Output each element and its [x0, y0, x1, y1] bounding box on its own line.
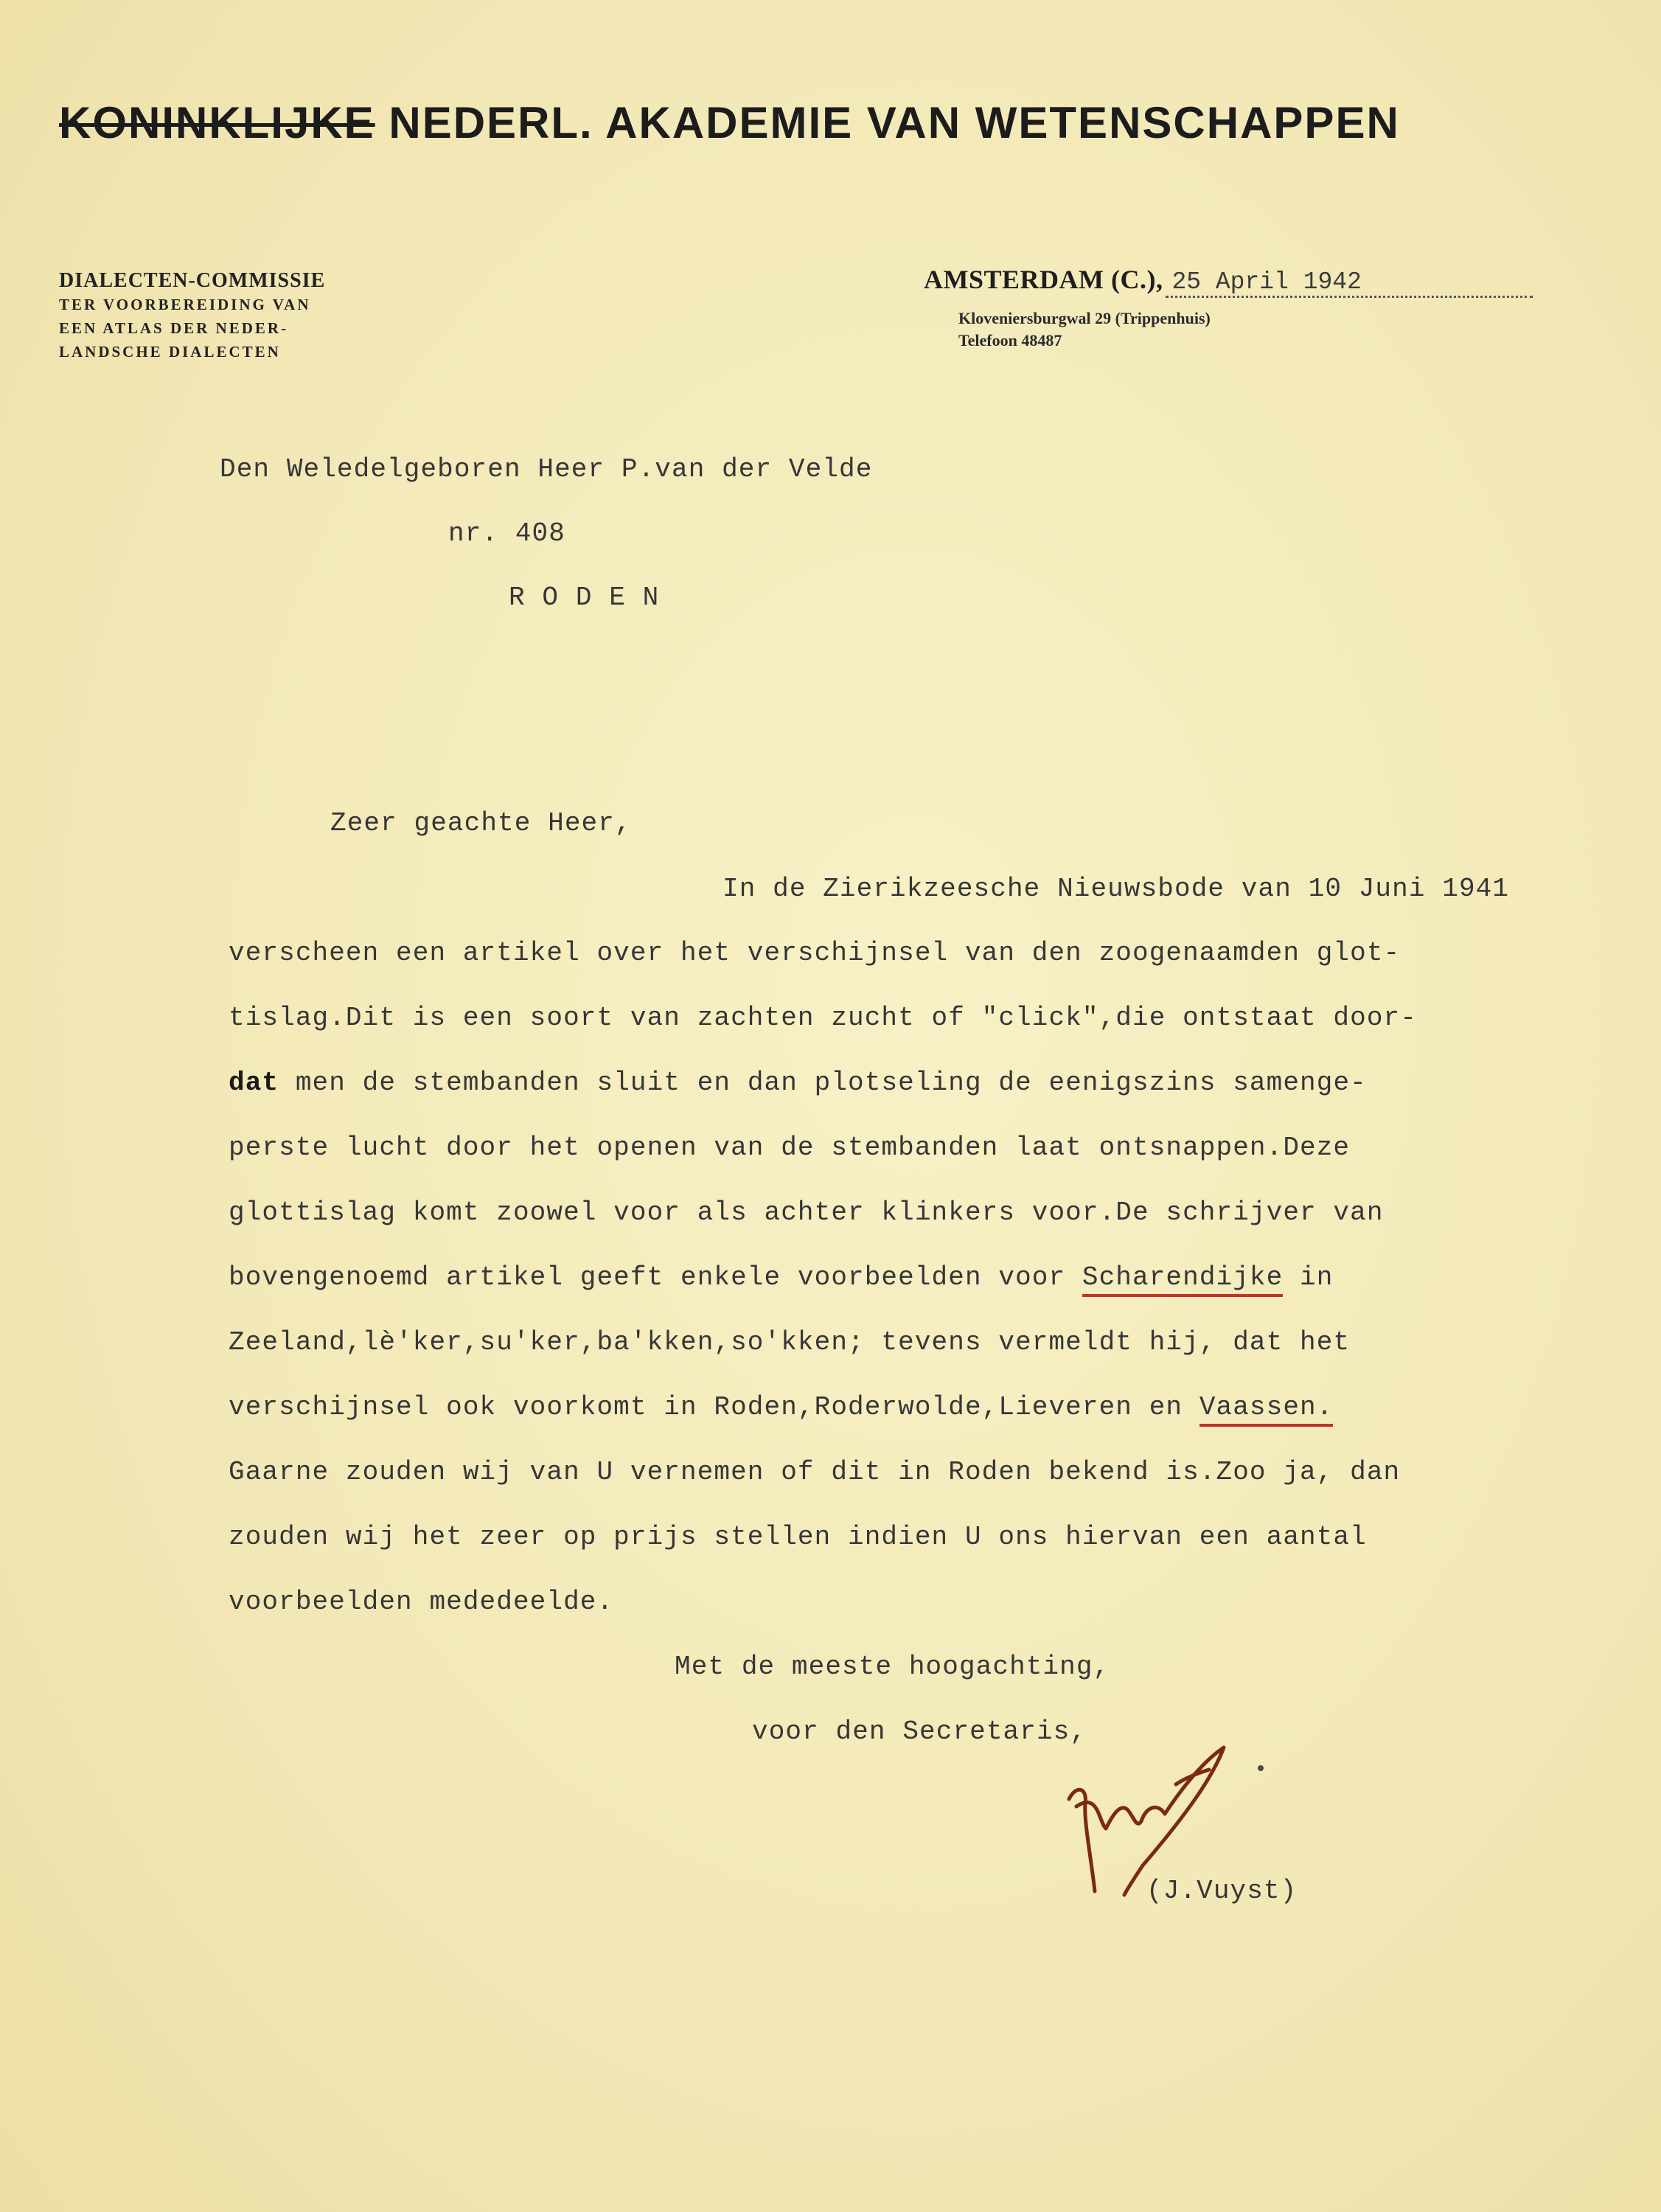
commission-line: TER VOORBEREIDING VAN: [59, 296, 311, 313]
body-line: [229, 1068, 1367, 1098]
body-line-text: in: [1283, 1262, 1334, 1293]
struck-royal-title: KONINKLIJKE: [59, 98, 375, 147]
academy-name: NEDERL. AKADEMIE VAN WETENSCHAPPEN: [389, 98, 1400, 147]
body-line: glottislag komt zoowel voor als achter klinkers voor.De schrijver van: [229, 1197, 1384, 1228]
body-line: perste lucht door het openen van de stembanden laat ontsnappen.Deze: [229, 1133, 1351, 1163]
body-line: [229, 1392, 1333, 1422]
signatory-name: (J.Vuyst): [1146, 1876, 1298, 1906]
body-line-text: bovengenoemd artikel geeft enkele voorbeelden voor: [229, 1262, 1082, 1293]
recipient-city: R O D E N: [509, 582, 660, 613]
body-line: [229, 1262, 1333, 1293]
body-line: In de Zierikzeesche Nieuwsbode van 10 Juni 1941: [722, 874, 1510, 904]
address-block: [958, 307, 1211, 352]
phone-number: Telefoon 48487: [958, 331, 1062, 349]
recipient-name: Den Weledelgeboren Heer P.van der Velde: [220, 454, 873, 484]
body-line: Gaarne zouden wij van U vernemen of dit in Roden bekend is.Zoo ja, dan: [229, 1457, 1401, 1487]
city: AMSTERDAM (C.),: [924, 265, 1163, 294]
commission-line: LANDSCHE DIALECTEN: [59, 343, 281, 361]
salutation: Zeer geachte Heer,: [330, 808, 632, 838]
commission-line: EEN ATLAS DER NEDER-: [59, 319, 289, 337]
letterhead: [59, 97, 1400, 148]
body-line: verscheen een artikel over het verschijnsel van den zoogenaamden glot-: [229, 938, 1401, 968]
date-field: 25 April 1942: [1166, 268, 1533, 298]
underlined-place-vaassen: Vaassen.: [1199, 1392, 1334, 1427]
body-line-text: verschijnsel ook voorkomt in Roden,Roderwolde,Lieveren en: [229, 1392, 1199, 1422]
body-line: tislag.Dit is een soort van zachten zucht of "click",die ontstaat door-: [229, 1003, 1417, 1033]
body-line: voorbeelden mededeelde.: [229, 1587, 614, 1617]
closing-line: Met de meeste hoogachting,: [675, 1652, 1110, 1682]
corrected-word: dat: [229, 1068, 279, 1098]
dateline: [924, 264, 1533, 298]
street-address: Kloveniersburgwal 29 (Trippenhuis): [958, 309, 1211, 327]
underlined-place-scharendijke: Scharendijke: [1082, 1262, 1283, 1297]
closing-line: voor den Secretaris,: [752, 1717, 1087, 1747]
body-line: Zeeland,lè'ker,su'ker,ba'kken,so'kken; tevens vermeldt hij, dat het: [229, 1327, 1351, 1357]
body-line-text: men de stembanden sluit en dan plotseling de eenigszins samenge-: [279, 1068, 1367, 1098]
commission-line: DIALECTEN-COMMISSIE: [59, 269, 326, 292]
recipient-number: nr. 408: [448, 518, 565, 549]
body-line: zouden wij het zeer op prijs stellen indien U ons hiervan een aantal: [229, 1522, 1367, 1552]
commission-block: [59, 269, 325, 364]
